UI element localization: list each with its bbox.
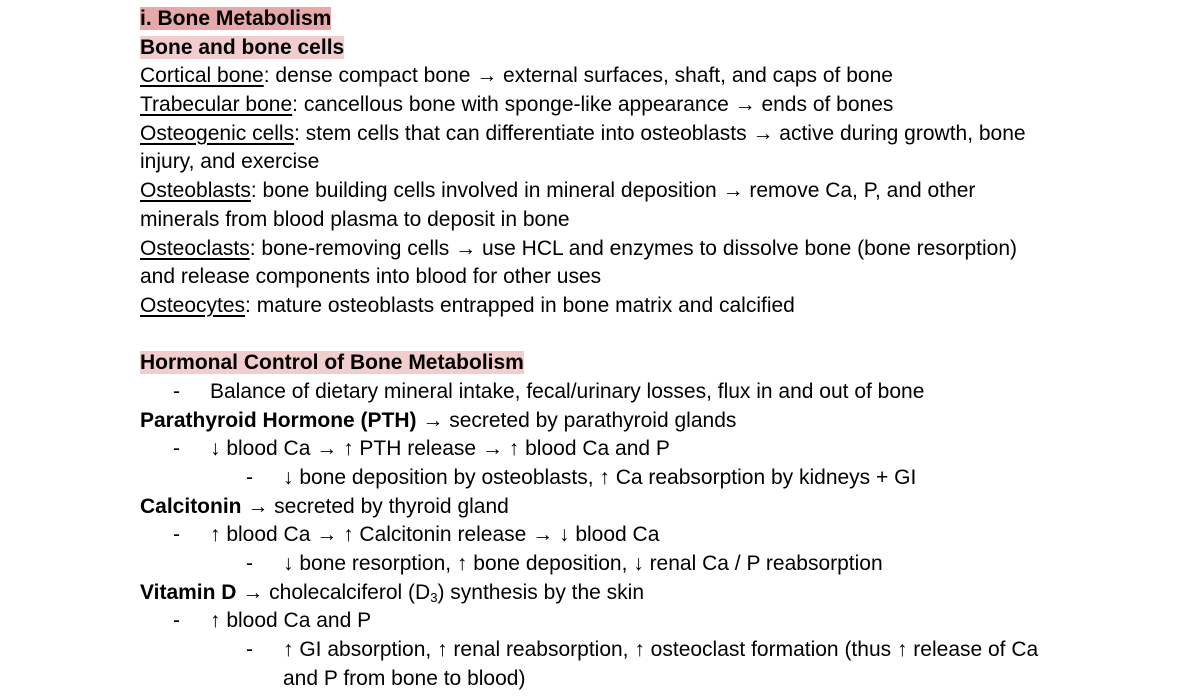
- bullet-dash: -: [173, 609, 180, 633]
- bullet-vitamin-d-level2: [140, 636, 1140, 665]
- bullet-dash: -: [246, 552, 253, 576]
- term-cortical-bone: Cortical bone: [140, 64, 264, 88]
- bullet-dash: -: [173, 523, 180, 547]
- bullet-text: ↓ blood Ca → ↑ PTH release → ↑ blood Ca and P: [210, 437, 670, 461]
- definition-text: minerals from blood plasma to deposit in bone: [140, 207, 570, 231]
- term-osteoclasts: Osteoclasts: [140, 236, 250, 260]
- vitamin-d-desc-end: ) synthesis by the skin: [437, 580, 645, 604]
- term-osteocytes: Osteocytes: [140, 293, 246, 317]
- definition-osteogenic-cells-cont: [140, 148, 1140, 177]
- bullet-calcitonin-level1: [140, 521, 1140, 550]
- definition-text: injury, and exercise: [140, 150, 320, 174]
- bullet-dash: -: [173, 437, 180, 461]
- definition-text: : mature osteoblasts entrapped in bone matrix and calcified: [245, 293, 795, 317]
- calcitonin-row: [140, 493, 1140, 522]
- bullet-text: ↓ bone deposition by osteoblasts, ↑ Ca reabsorption by kidneys + GI: [283, 466, 917, 489]
- bullet-text: and P from bone to blood): [283, 666, 526, 690]
- definition-osteogenic-cells: [140, 120, 1140, 149]
- subsection-title-row: [140, 34, 1140, 63]
- pth-desc: → secreted by parathyroid glands: [416, 408, 737, 432]
- bullet-text: ↑ blood Ca → ↑ Calcitonin release → ↓ blood Ca: [210, 523, 660, 547]
- document-page: [140, 5, 1140, 694]
- vitamin-d-row: [140, 579, 1140, 608]
- bullet-dash: -: [246, 638, 253, 662]
- subsection-title: Bone and bone cells: [140, 35, 345, 59]
- definition-osteoblasts: [140, 177, 1140, 206]
- definition-osteoblasts-cont: [140, 206, 1140, 235]
- hormonal-heading: Hormonal Control of Bone Metabolism: [140, 351, 524, 375]
- definition-text: : dense compact bone → external surfaces, shaft, and caps of bone: [263, 64, 893, 88]
- calcitonin-desc: → secreted by thyroid gland: [241, 494, 509, 518]
- definition-trabecular-bone: [140, 91, 1140, 120]
- bullet-hormonal-intro: [140, 378, 1140, 407]
- pth-row: [140, 407, 1140, 436]
- definition-cortical-bone: [140, 62, 1140, 91]
- definition-text: : cancellous bone with sponge-like appearance → ends of bones: [292, 93, 894, 117]
- calcitonin-name: Calcitonin: [140, 494, 242, 518]
- definition-text: and release components into blood for other uses: [140, 265, 602, 289]
- vitamin-d-desc: → cholecalciferol (D: [236, 580, 431, 604]
- bullet-text: Balance of dietary mineral intake, fecal/urinary losses, flux in and out of bone: [210, 379, 925, 403]
- definition-osteoclasts: [140, 235, 1140, 264]
- term-osteogenic-cells: Osteogenic cells: [140, 121, 295, 145]
- definition-osteocytes: [140, 292, 1140, 321]
- bullet-calcitonin-level2: [140, 550, 1140, 579]
- bullet-dash: -: [246, 466, 253, 489]
- hormonal-heading-row: [140, 349, 1140, 378]
- term-trabecular-bone: Trabecular bone: [140, 93, 293, 117]
- definition-text: : stem cells that can differentiate into osteoblasts → active during growth, bone: [294, 121, 1026, 145]
- definition-osteoclasts-cont: [140, 263, 1140, 292]
- definition-text: : bone building cells involved in mineral deposition → remove Ca, P, and other: [250, 179, 976, 203]
- bullet-pth-level1: [140, 435, 1140, 464]
- section-title-row: [140, 5, 1140, 34]
- pth-name: Parathyroid Hormone (PTH): [140, 408, 417, 432]
- section-title: i. Bone Metabolism: [140, 7, 332, 30]
- term-osteoblasts: Osteoblasts: [140, 179, 251, 203]
- bullet-text: ↓ bone resorption, ↑ bone deposition, ↓ renal Ca / P reabsorption: [283, 552, 883, 576]
- bullet-vitamin-d-level2-cont: [140, 665, 1140, 694]
- definition-text: : bone-removing cells → use HCL and enzymes to dissolve bone (bone resorption): [249, 236, 1017, 260]
- bullet-dash: -: [173, 379, 180, 403]
- bullet-pth-level2: [140, 464, 1140, 493]
- vitamin-d-subscript: 3: [430, 589, 438, 605]
- bullet-text: ↑ GI absorption, ↑ renal reabsorption, ↑ osteoclast formation (thus ↑ release of Ca: [283, 638, 1039, 662]
- blank-line: [140, 321, 1140, 350]
- bullet-text: ↑ blood Ca and P: [210, 609, 372, 633]
- vitamin-d-name: Vitamin D: [140, 580, 237, 604]
- bullet-vitamin-d-level1: [140, 607, 1140, 636]
